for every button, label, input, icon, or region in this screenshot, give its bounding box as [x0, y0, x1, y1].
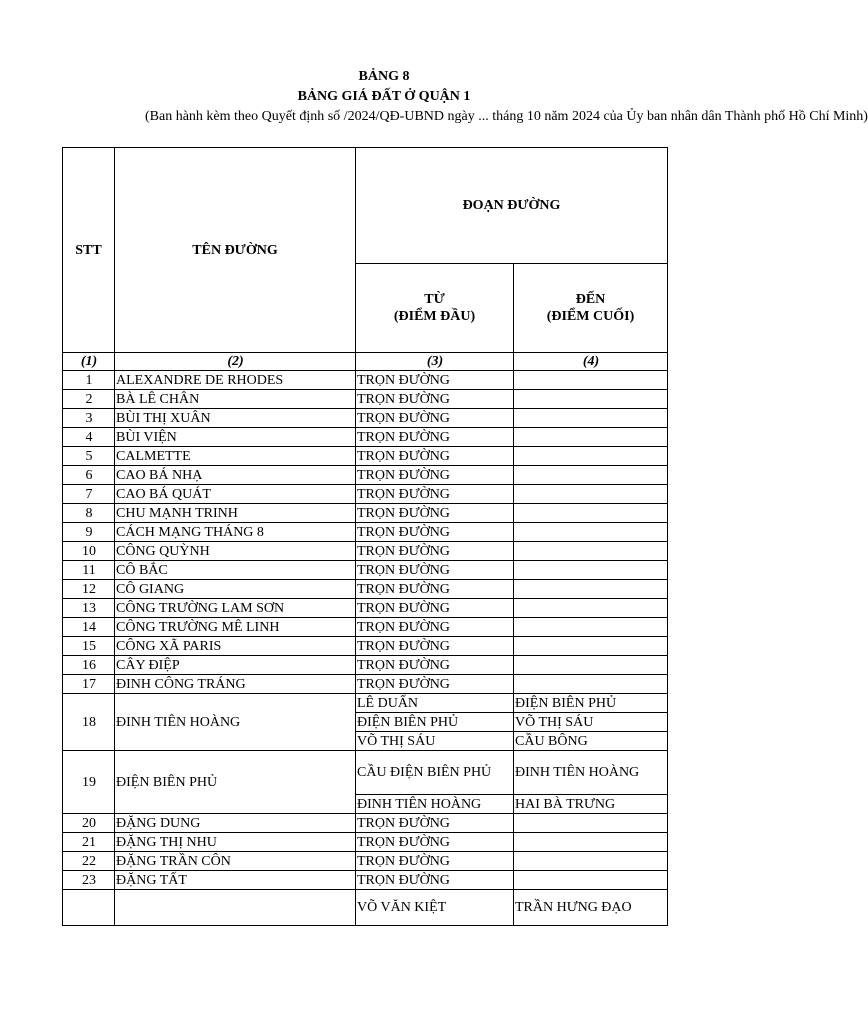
- row-to: [514, 428, 668, 447]
- table-row: [63, 466, 668, 485]
- row-stt: 4: [63, 428, 115, 447]
- table-row: [63, 852, 668, 871]
- table-row: [63, 618, 668, 637]
- row-to: [514, 523, 668, 542]
- row-to: [514, 371, 668, 390]
- row-from: TRỌN ĐƯỜNG: [356, 656, 514, 675]
- row-street-name: CÔNG TRƯỜNG LAM SƠN: [115, 599, 356, 618]
- table-body-multi: [63, 694, 668, 814]
- table-header: [63, 148, 668, 371]
- row-to: [514, 599, 668, 618]
- page-cutoff: [0, 938, 768, 1024]
- header-segment: ĐOẠN ĐƯỜNG: [356, 148, 668, 264]
- row-from: TRỌN ĐƯỜNG: [356, 485, 514, 504]
- row-to: [514, 504, 668, 523]
- row-street-name: CALMETTE: [115, 447, 356, 466]
- table-row: [63, 561, 668, 580]
- row-to: [514, 871, 668, 890]
- row-to: ĐINH TIÊN HOÀNG: [514, 751, 668, 795]
- header-to: ĐẾN (ĐIỂM CUỐI): [514, 264, 668, 353]
- row-street-name: ĐẶNG TRẦN CÔN: [115, 852, 356, 871]
- row-from: TRỌN ĐƯỜNG: [356, 523, 514, 542]
- table-row: [63, 485, 668, 504]
- row-stt: 12: [63, 580, 115, 599]
- row-stt: 14: [63, 618, 115, 637]
- row-street-name: ĐINH TIÊN HOÀNG: [115, 694, 356, 751]
- row-from: CẦU ĐIỆN BIÊN PHỦ: [356, 751, 514, 795]
- row-stt: 23: [63, 871, 115, 890]
- table-row: [63, 656, 668, 675]
- table-row: [63, 523, 668, 542]
- row-stt: 7: [63, 485, 115, 504]
- row-street-name: CÔNG QUỲNH: [115, 542, 356, 561]
- row-stt: 11: [63, 561, 115, 580]
- row-from: TRỌN ĐƯỜNG: [356, 409, 514, 428]
- row-street-name: CAO BÁ QUÁT: [115, 485, 356, 504]
- header-from: TỪ (ĐIỂM ĐẦU): [356, 264, 514, 353]
- row-street-name: CÔNG XÃ PARIS: [115, 637, 356, 656]
- row-from: TRỌN ĐƯỜNG: [356, 618, 514, 637]
- row-from: TRỌN ĐƯỜNG: [356, 504, 514, 523]
- row-from: TRỌN ĐƯỜNG: [356, 871, 514, 890]
- row-from: TRỌN ĐƯỜNG: [356, 371, 514, 390]
- row-to: [514, 814, 668, 833]
- row-street-name: BÙI VIỆN: [115, 428, 356, 447]
- header-street-name: TÊN ĐƯỜNG: [115, 148, 356, 353]
- row-street-name: CÔ GIANG: [115, 580, 356, 599]
- row-stt: 16: [63, 656, 115, 675]
- table-body: [63, 371, 668, 694]
- table-subtitle: (Ban hành kèm theo Quyết định số /2024/QĐ-UBND ngày ... tháng 10 năm 2024 của Ủy ban nhân dân Thành phố Hồ Chí Minh): [145, 109, 868, 124]
- row-from: TRỌN ĐƯỜNG: [356, 390, 514, 409]
- table-row: [63, 694, 668, 713]
- table-row: [63, 833, 668, 852]
- row-street-name: CÂY ĐIỆP: [115, 656, 356, 675]
- row-street-name: CÁCH MẠNG THÁNG 8: [115, 523, 356, 542]
- column-number-2: (2): [115, 353, 356, 371]
- table-row: [63, 542, 668, 561]
- row-stt: 5: [63, 447, 115, 466]
- row-to: HAI BÀ TRƯNG: [514, 795, 668, 814]
- row-to: [514, 580, 668, 599]
- table-row: [63, 814, 668, 833]
- row-to: [514, 485, 668, 504]
- row-from: TRỌN ĐƯỜNG: [356, 814, 514, 833]
- table-row: [63, 428, 668, 447]
- table-row: [63, 675, 668, 694]
- row-from: TRỌN ĐƯỜNG: [356, 599, 514, 618]
- table-title: BẢNG GIÁ ĐẤT Ở QUẬN 1: [297, 89, 471, 104]
- row-to: VÕ THỊ SÁU: [514, 713, 668, 732]
- row-street-name: ĐIỆN BIÊN PHỦ: [115, 751, 356, 814]
- table-row: [63, 637, 668, 656]
- land-price-table: [62, 147, 668, 926]
- table-row: [63, 871, 668, 890]
- row-to: [514, 675, 668, 694]
- row-stt: 22: [63, 852, 115, 871]
- row-from: TRỌN ĐƯỜNG: [356, 852, 514, 871]
- row-stt: 6: [63, 466, 115, 485]
- row-street-name: CÔNG TRƯỜNG MÊ LINH: [115, 618, 356, 637]
- row-from: TRỌN ĐƯỜNG: [356, 580, 514, 599]
- table-row: [63, 599, 668, 618]
- table-number: BẢNG 8: [358, 69, 410, 84]
- row-to: [514, 656, 668, 675]
- row-from: TRỌN ĐƯỜNG: [356, 542, 514, 561]
- column-number-1: (1): [63, 353, 115, 371]
- row-street-name: CHU MẠNH TRINH: [115, 504, 356, 523]
- row-from: TRỌN ĐƯỜNG: [356, 637, 514, 656]
- row-stt: 9: [63, 523, 115, 542]
- row-stt: 13: [63, 599, 115, 618]
- row-to: ĐIỆN BIÊN PHỦ: [514, 694, 668, 713]
- row-to: [514, 409, 668, 428]
- row-from: VÕ VĂN KIỆT: [356, 890, 514, 926]
- row-from: TRỌN ĐƯỜNG: [356, 561, 514, 580]
- row-to: [514, 833, 668, 852]
- table-row: [63, 751, 668, 795]
- row-stt: 10: [63, 542, 115, 561]
- table-row: [63, 390, 668, 409]
- row-from: TRỌN ĐƯỜNG: [356, 466, 514, 485]
- row-to: [514, 542, 668, 561]
- table-row: [63, 371, 668, 390]
- row-stt: 2: [63, 390, 115, 409]
- row-from: TRỌN ĐƯỜNG: [356, 428, 514, 447]
- row-street-name: ALEXANDRE DE RHODES: [115, 371, 356, 390]
- row-street-name: ĐẶNG THỊ NHU: [115, 833, 356, 852]
- row-to: [514, 852, 668, 871]
- table-row: [63, 409, 668, 428]
- column-number-3: (3): [356, 353, 514, 371]
- table-row: [63, 890, 668, 926]
- column-number-4: (4): [514, 353, 668, 371]
- table-row: [63, 447, 668, 466]
- row-stt: 8: [63, 504, 115, 523]
- row-to: [514, 637, 668, 656]
- row-street-name: ĐINH CÔNG TRÁNG: [115, 675, 356, 694]
- row-from: TRỌN ĐƯỜNG: [356, 447, 514, 466]
- row-stt: 3: [63, 409, 115, 428]
- table-row: [63, 504, 668, 523]
- row-from: ĐINH TIÊN HOÀNG: [356, 795, 514, 814]
- row-stt: 18: [63, 694, 115, 751]
- row-from: VÕ THỊ SÁU: [356, 732, 514, 751]
- row-street-name: CAO BÁ NHẠ: [115, 466, 356, 485]
- row-stt: 17: [63, 675, 115, 694]
- header-stt: STT: [63, 148, 115, 353]
- table-body-2: [63, 814, 668, 890]
- row-to: [514, 561, 668, 580]
- row-from: LÊ DUẨN: [356, 694, 514, 713]
- row-stt: 1: [63, 371, 115, 390]
- table-body-partial: [63, 890, 668, 926]
- row-to: CẦU BÔNG: [514, 732, 668, 751]
- row-to: [514, 390, 668, 409]
- row-street-name: CÔ BẮC: [115, 561, 356, 580]
- row-from: TRỌN ĐƯỜNG: [356, 833, 514, 852]
- row-street-name: BÀ LÊ CHÂN: [115, 390, 356, 409]
- row-street-name: [115, 890, 356, 926]
- row-to: [514, 618, 668, 637]
- row-stt: 21: [63, 833, 115, 852]
- row-from: TRỌN ĐƯỜNG: [356, 675, 514, 694]
- row-to: TRẦN HƯNG ĐẠO: [514, 890, 668, 926]
- row-stt: 15: [63, 637, 115, 656]
- row-from: ĐIỆN BIÊN PHỦ: [356, 713, 514, 732]
- row-street-name: ĐẶNG TẤT: [115, 871, 356, 890]
- row-street-name: ĐẶNG DUNG: [115, 814, 356, 833]
- row-stt: [63, 890, 115, 926]
- row-stt: 20: [63, 814, 115, 833]
- row-to: [514, 466, 668, 485]
- row-street-name: BÙI THỊ XUÂN: [115, 409, 356, 428]
- row-stt: 19: [63, 751, 115, 814]
- table-row: [63, 580, 668, 599]
- row-to: [514, 447, 668, 466]
